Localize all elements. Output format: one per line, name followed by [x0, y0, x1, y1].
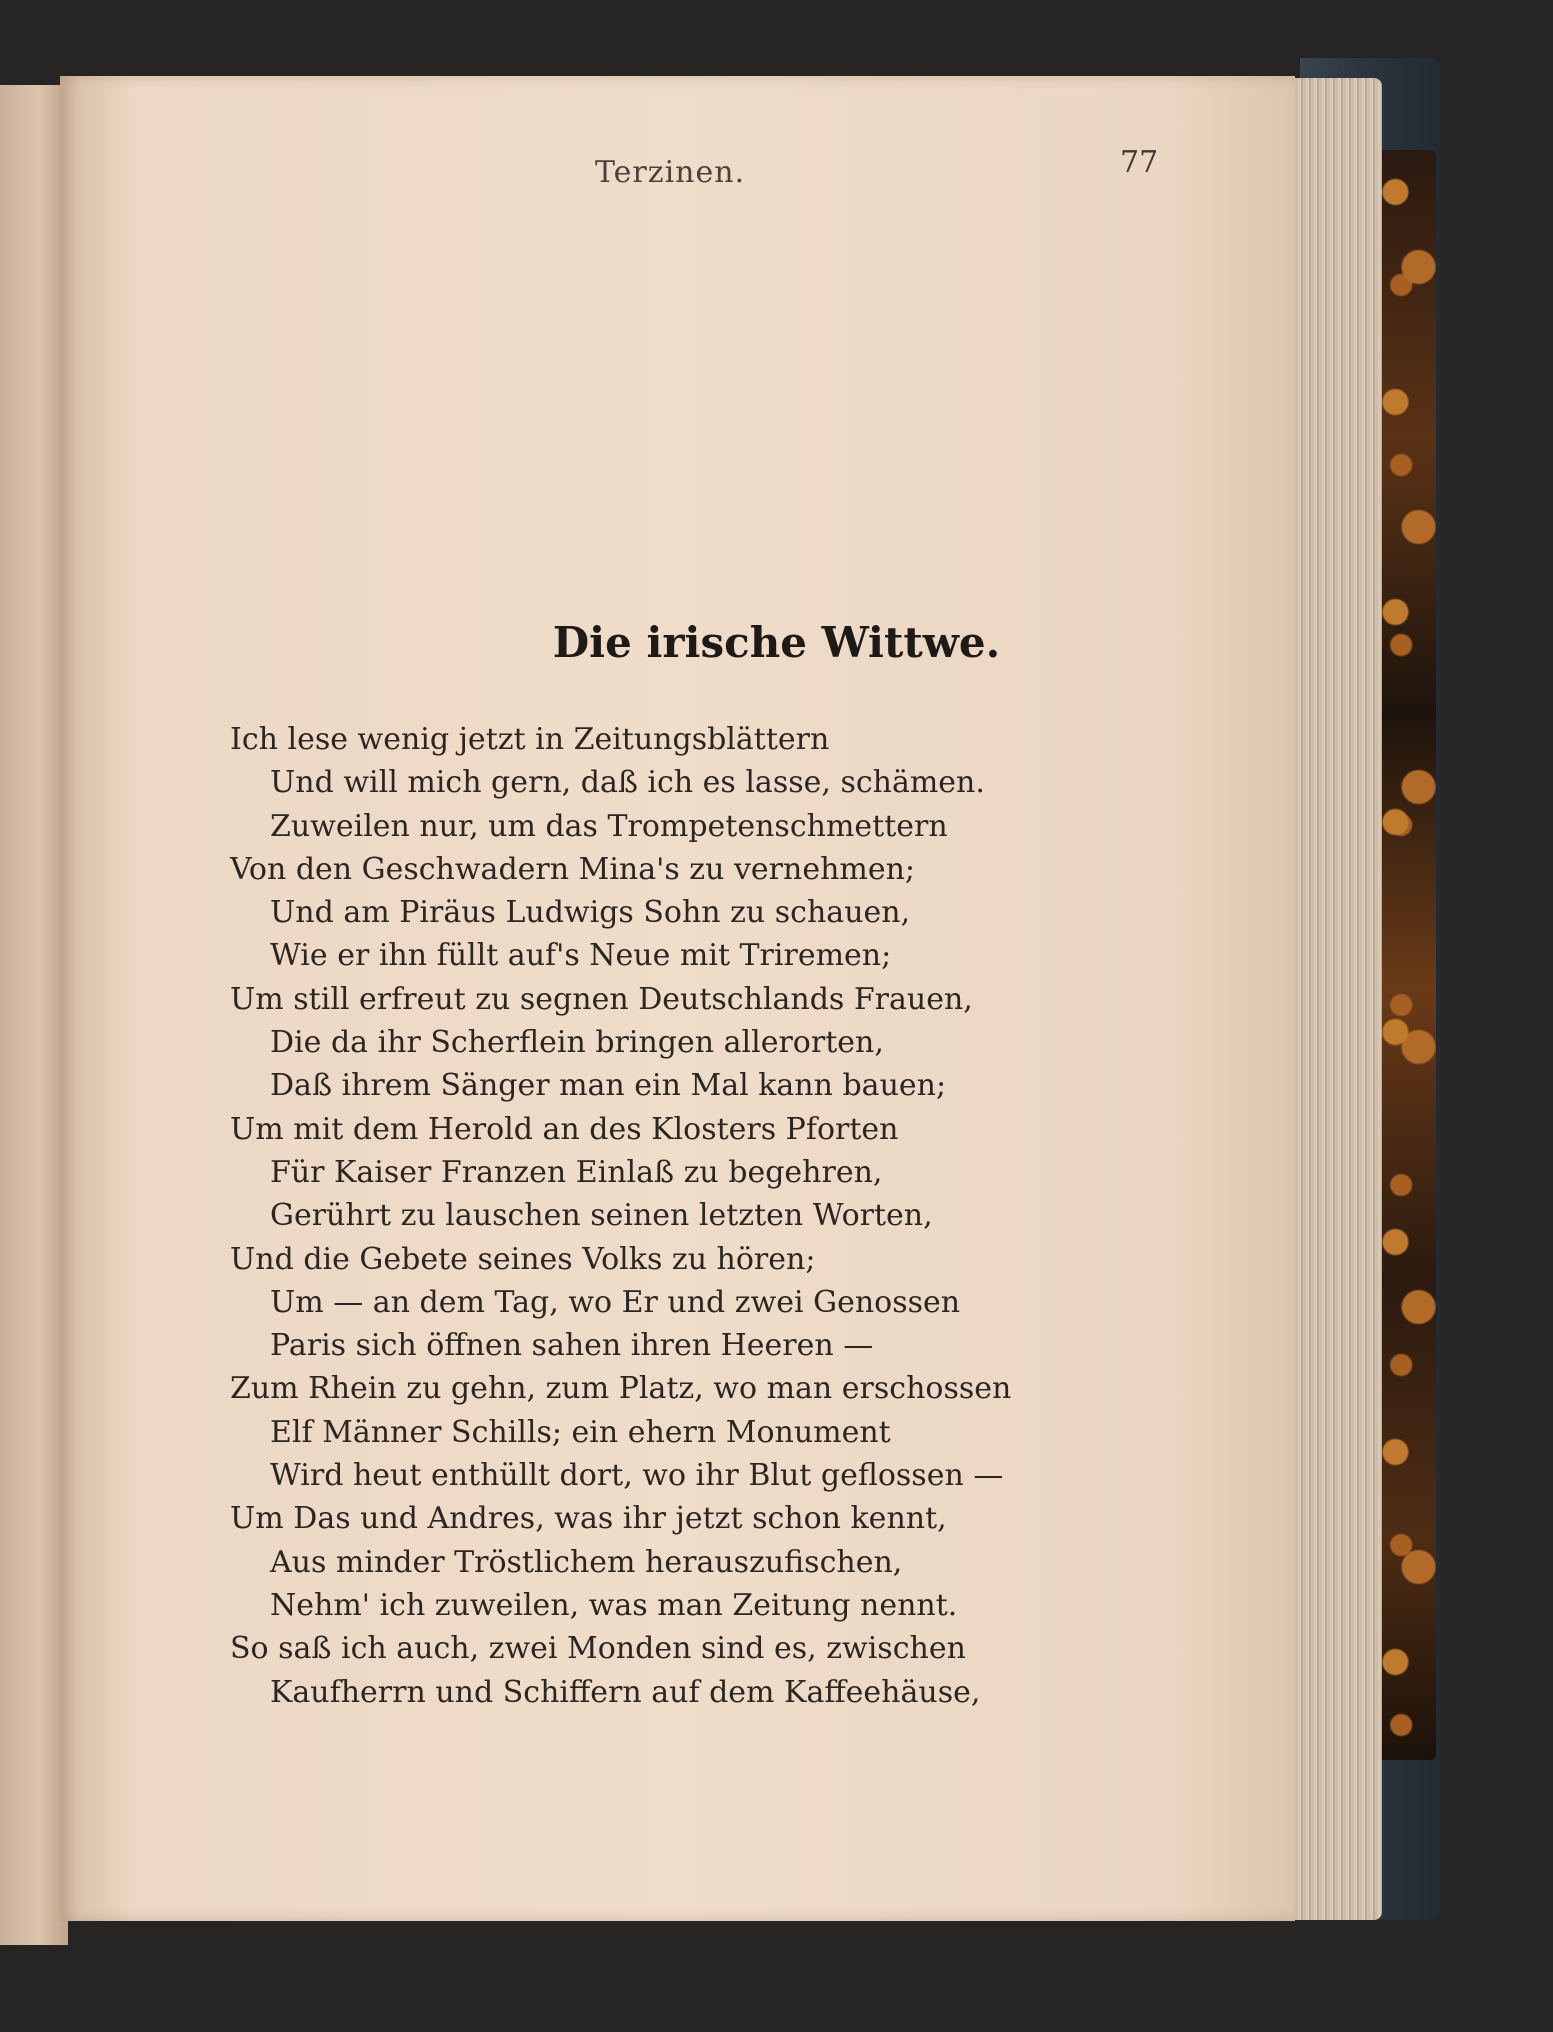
poem-line: Wie er ihn füllt auf's Neue mit Triremen; — [270, 938, 892, 974]
page-number: 77 — [1120, 145, 1159, 180]
marbled-cover-edge — [1378, 150, 1436, 1760]
poem-line: Paris sich öffnen sahen ihren Heeren — — [270, 1328, 874, 1364]
poem-title: Die irische Wittwe. — [552, 618, 1001, 667]
left-page-edge — [0, 85, 68, 1945]
poem-line: Um — an dem Tag, wo Er und zwei Genossen — [270, 1284, 961, 1320]
poem-line: Und die Gebete seines Volks zu hören; — [230, 1241, 816, 1277]
poem-line: So saß ich auch, zwei Monden sind es, zwischen — [230, 1631, 966, 1667]
poem-line: Um mit dem Herold an des Klosters Pforten — [230, 1111, 899, 1147]
poem-line: Von den Geschwadern Mina's zu vernehmen; — [230, 851, 916, 887]
poem-line: Für Kaiser Franzen Einlaß zu begehren, — [270, 1154, 883, 1190]
running-head: Terzinen. — [595, 155, 746, 190]
poem-line: Elf Männer Schills; ein ehern Monument — [270, 1414, 891, 1450]
poem-line: Wird heut enthüllt dort, wo ihr Blut geflossen — — [270, 1458, 1004, 1494]
poem-line: Ich lese wenig jetzt in Zeitungsblättern — [230, 722, 830, 757]
poem-line: Um Das und Andres, was ihr jetzt schon kennt, — [230, 1501, 947, 1537]
poem-line: Daß ihrem Sänger man ein Mal kann bauen; — [270, 1068, 947, 1104]
poem-line: Und will mich gern, daß ich es lasse, schämen. — [270, 765, 985, 801]
poem-text — [230, 718, 1130, 1714]
poem-line: Zum Rhein zu gehn, zum Platz, wo man erschossen — [230, 1371, 1012, 1407]
poem-line: Nehm' ich zuweilen, was man Zeitung nennt. — [270, 1587, 958, 1623]
poem-line: Gerührt zu lauschen seinen letzten Worten, — [270, 1198, 933, 1234]
page-fore-edge — [1282, 78, 1382, 1920]
poem-line: Um still erfreut zu segnen Deutschlands Frauen, — [230, 981, 973, 1017]
poem-line: Kaufherrn und Schiffern auf dem Kaffeehäuse, — [270, 1674, 981, 1710]
poem-line: Zuweilen nur, um das Trompetenschmettern — [270, 808, 948, 844]
poem-line: Die da ihr Scherflein bringen allerorten, — [270, 1025, 884, 1061]
poem-line: Aus minder Tröstlichem herauszufischen, — [270, 1544, 903, 1580]
poem-line: Und am Piräus Ludwigs Sohn zu schauen, — [270, 895, 911, 931]
